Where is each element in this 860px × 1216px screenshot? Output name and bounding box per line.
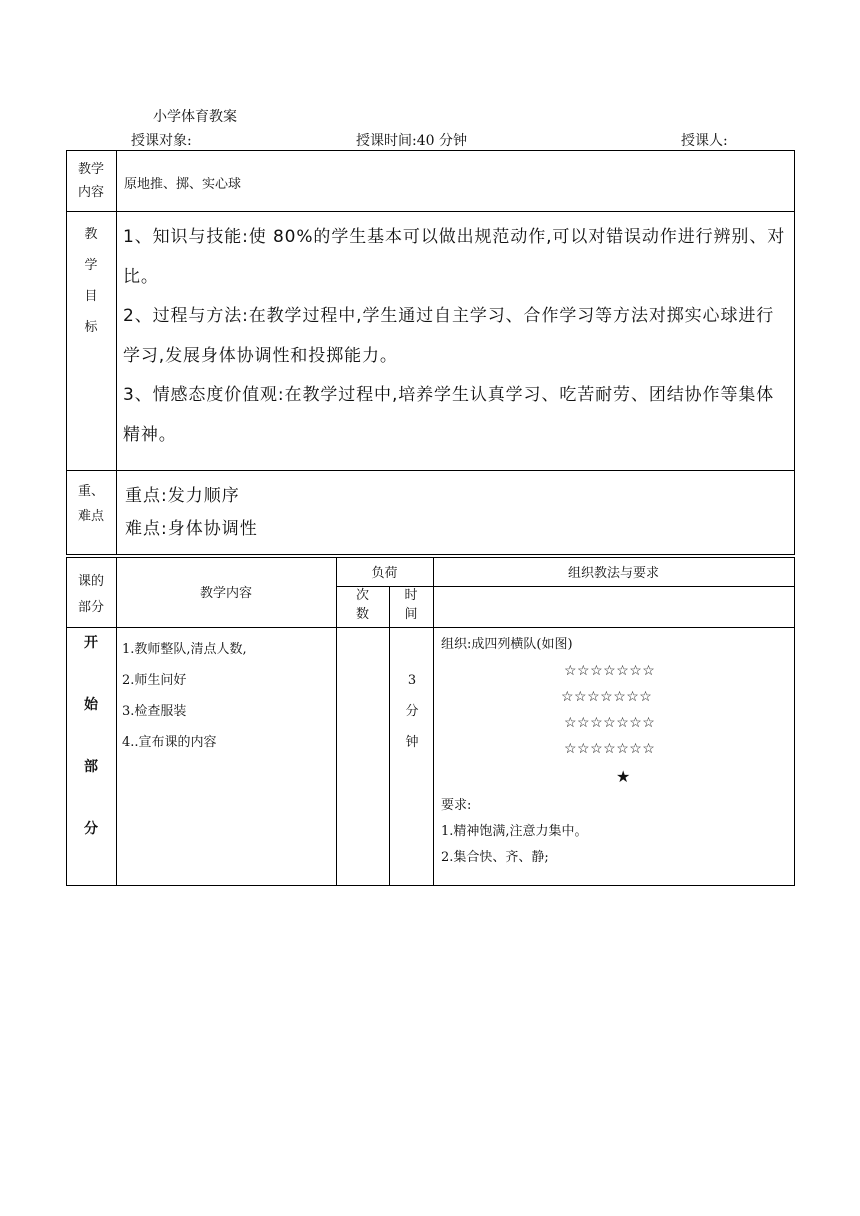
document-title: 小学体育教案 bbox=[153, 109, 237, 125]
objectives-label-char: 教 bbox=[84, 227, 98, 242]
section-time bbox=[390, 665, 434, 758]
load-header: 负荷 bbox=[371, 566, 398, 581]
formation-row: ☆☆☆☆☆☆☆ bbox=[564, 741, 656, 757]
objectives-row-label bbox=[66, 219, 116, 343]
section-name-char: 分 bbox=[84, 821, 98, 837]
objectives-label-char: 学 bbox=[84, 258, 98, 273]
key-points-label-line: 重、 bbox=[77, 484, 104, 499]
section-time-char: 3 bbox=[407, 673, 417, 688]
difficult-point: 难点:身体协调性 bbox=[125, 519, 258, 539]
organization-text: 组织:成四列横队(如图) bbox=[441, 637, 573, 652]
time-header-line: 时 bbox=[404, 588, 418, 603]
table-col-divider bbox=[116, 557, 117, 886]
objectives-list bbox=[123, 218, 789, 455]
key-points-content bbox=[125, 480, 258, 546]
list-item: 1.教师整队,清点人数, bbox=[122, 642, 247, 657]
key-point: 重点:发力顺序 bbox=[125, 486, 240, 506]
table-row-divider bbox=[66, 470, 794, 471]
formation-row: ☆☆☆☆☆☆☆ bbox=[561, 689, 653, 705]
formation-row: ☆☆☆☆☆☆☆ bbox=[564, 663, 656, 679]
section-name bbox=[66, 632, 116, 880]
count-header-line: 数 bbox=[355, 607, 369, 622]
time-header bbox=[389, 586, 433, 624]
method-header: 组织教法与要求 bbox=[567, 566, 659, 581]
requirement-item: 1.精神饱满,注意力集中。 bbox=[441, 824, 588, 839]
table-row-divider bbox=[66, 211, 794, 212]
table-border-top bbox=[66, 557, 794, 558]
table-border-right bbox=[794, 150, 795, 555]
table-border-top bbox=[66, 150, 794, 151]
objectives-label-char: 目 bbox=[84, 289, 98, 304]
count-header bbox=[336, 586, 389, 624]
table-col-divider bbox=[116, 150, 117, 555]
key-points-label-line: 难点 bbox=[77, 509, 104, 524]
part-header bbox=[66, 569, 116, 621]
part-header-line: 课的 bbox=[77, 574, 104, 589]
teacher-star-icon: ★ bbox=[616, 767, 631, 786]
section-name-char: 开 bbox=[84, 635, 98, 651]
requirements-label: 要求: bbox=[441, 798, 472, 813]
section-time-char: 分 bbox=[405, 704, 419, 719]
section-time-char: 钟 bbox=[405, 735, 419, 750]
content-row-label bbox=[66, 158, 116, 204]
teacher-label: 授课人: bbox=[681, 133, 728, 149]
objective-item: 1、知识与技能:使 80%的学生基本可以做出规范动作,可以对错误动作进行辨别、对比。 bbox=[123, 227, 786, 287]
table-header-divider bbox=[66, 627, 794, 628]
section-name-char: 部 bbox=[84, 759, 98, 775]
requirements bbox=[441, 793, 588, 871]
content-row-label-text: 教学内容 bbox=[77, 162, 104, 200]
list-item: 3.检查服装 bbox=[122, 704, 187, 719]
class-target-label: 授课对象: bbox=[131, 133, 192, 149]
table-row-divider bbox=[66, 554, 794, 555]
objective-item: 2、过程与方法:在教学过程中,学生通过自主学习、合作学习等方法对掷实心球进行学习,发展身体协调性和投掷能力。 bbox=[123, 306, 775, 366]
list-item: 4..宣布课的内容 bbox=[122, 735, 217, 750]
time-header-line: 间 bbox=[404, 607, 418, 622]
content-header: 教学内容 bbox=[199, 586, 252, 601]
class-time-label: 授课时间:40 分钟 bbox=[356, 133, 467, 149]
count-header-line: 次 bbox=[355, 588, 369, 603]
section-name-char: 始 bbox=[84, 697, 98, 713]
objective-item: 3、情感态度价值观:在教学过程中,培养学生认真学习、吃苦耐劳、团结协作等集体精神。 bbox=[123, 385, 775, 445]
part-header-line: 部分 bbox=[77, 600, 104, 615]
objectives-label-char: 标 bbox=[84, 320, 98, 335]
table-border-bottom bbox=[66, 885, 794, 886]
requirement-item: 2.集合快、齐、静; bbox=[441, 850, 549, 865]
section-content-list bbox=[122, 634, 247, 758]
content-row-value: 原地推、掷、实心球 bbox=[124, 177, 242, 192]
formation-row: ☆☆☆☆☆☆☆ bbox=[564, 715, 656, 731]
table-border-right bbox=[794, 557, 795, 886]
list-item: 2.师生问好 bbox=[122, 673, 187, 688]
key-points-row-label bbox=[66, 479, 116, 529]
